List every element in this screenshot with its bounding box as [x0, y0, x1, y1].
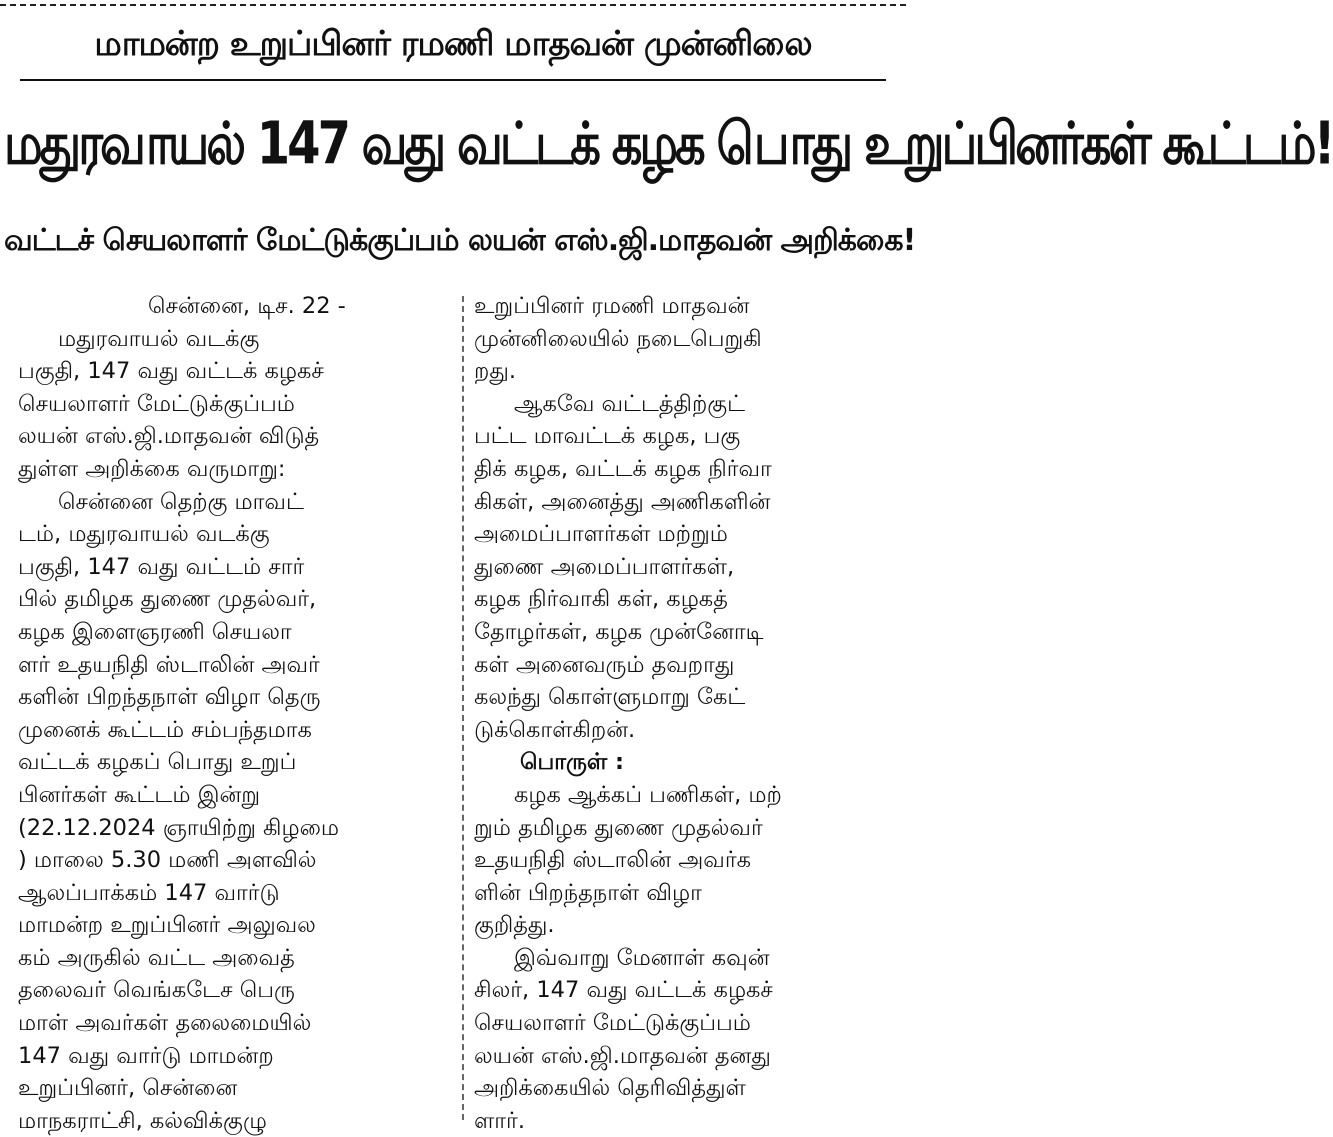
text-line: திக் கழக, வட்டக் கழக நிர்வா [474, 455, 772, 482]
text-line: உறுப்பினர் ரமணி மாதவன் [474, 293, 750, 319]
text-line: அறிக்கையில் தெரிவித்துள் [474, 1075, 746, 1102]
text-line: 147 வது வார்டு மாமன்ற [18, 1042, 274, 1069]
text-line: செயலாளர் மேட்டுக்குப்பம் [474, 1010, 751, 1037]
text-line: டம், மதுரவாயல் வடக்கு [18, 521, 270, 548]
dateline: சென்னை, டிச. 22 - [148, 293, 346, 319]
text-line: உறுப்பினர், சென்னை [18, 1075, 238, 1102]
column-divider [462, 296, 464, 1120]
text-line: றது. [474, 358, 516, 385]
text-line: அமைப்பாளர்கள் மற்றும் [474, 521, 728, 548]
text-line: (22.12.2024 ஞாயிற்று கிழமை [18, 814, 339, 841]
text-line: கலந்து கொள்ளுமாறு கேட் [474, 684, 746, 711]
text-line: பகுதி, 147 வது வட்டம் சார் [18, 553, 305, 580]
text-line: தலைவர் வெங்கடேச பெரு [18, 977, 295, 1004]
main-headline: மதுரவாயல் 147 வது வட்டக் கழக பொது உறுப்பினர்கள் கூட்டம்! [4, 109, 1333, 179]
text-line: ளின் பிறந்தநாள் விழா [474, 879, 702, 906]
sub-headline: வட்டச் செயலாளர் மேட்டுக்குப்பம் லயன் எஸ்.ஜி.மாதவன் அறிக்கை! [4, 223, 916, 258]
text-line: வட்டக் கழகப் பொது உறுப் [18, 749, 297, 776]
text-line: முனைக் கூட்டம் சம்பந்தமாக [18, 716, 312, 743]
text-line: முன்னிலையில் நடைபெறுகி [474, 325, 762, 352]
article-left-column [18, 290, 458, 1134]
text-line: உதயநிதி ஸ்டாலின் அவர்க [474, 847, 751, 874]
text-line: லயன் எஸ்.ஜி.மாதவன் விடுத் [18, 423, 320, 450]
text-line: பில் தமிழக துணை முதல்வர், [18, 586, 317, 613]
article-right-column [474, 290, 914, 1134]
text-line: மாள் அவர்கள் தலைமையில் [18, 1010, 312, 1037]
text-line: கள் அனைவரும் தவறாது [474, 651, 735, 678]
subject-label: பொருள் : [520, 749, 624, 776]
text-line: கழக இளைஞரணி செயலா [18, 618, 292, 645]
text-line: கிகள், அனைத்து அணிகளின் [474, 488, 771, 515]
text-line: கழக ஆக்கப் பணிகள், மற் [514, 781, 782, 808]
text-line: பகுதி, 147 வது வட்டக் கழகச் [18, 358, 324, 385]
text-line: சென்னை தெற்கு மாவட் [58, 488, 304, 515]
text-line: களின் பிறந்தநாள் விழா தெரு [18, 684, 321, 711]
text-line: ஆகவே வட்டத்திற்குட் [514, 390, 746, 417]
text-line: சிலர், 147 வது வட்டக் கழகச் [474, 977, 773, 1004]
text-line: டுக்கொள்கிறன். [474, 716, 636, 743]
text-line: குறித்து. [474, 912, 555, 939]
text-line: தோழர்கள், கழக முன்னோடி [474, 618, 764, 645]
text-line: ) மாலை 5.30 மணி அளவில் [18, 847, 317, 874]
text-line: இவ்வாறு மேனாள் கவுன் [514, 944, 770, 971]
text-line: ஆலப்பாக்கம் 147 வார்டு [18, 879, 280, 906]
text-line: மாநகராட்சி, கல்விக்குழு [18, 1107, 267, 1134]
kicker-headline: மாமன்ற உறுப்பினர் ரமணி மாதவன் முன்னிலை [94, 24, 812, 64]
text-line: பினர்கள் கூட்டம் இன்று [18, 781, 261, 808]
text-line: பட்ட மாவட்டக் கழக, பகு [474, 423, 741, 450]
text-line: மதுரவாயல் வடக்கு [58, 325, 260, 352]
text-line: மாமன்ற உறுப்பினர் அலுவல [18, 912, 316, 939]
text-line: துள்ள அறிக்கை வருமாறு: [18, 455, 286, 482]
text-line: துணை அமைப்பாளர்கள், [474, 553, 735, 580]
text-line: றும் தமிழக துணை முதல்வர் [474, 814, 763, 841]
text-line: செயலாளர் மேட்டுக்குப்பம் [18, 390, 295, 417]
top-dashed-border [0, 4, 906, 6]
text-line: கழக நிர்வாகி கள், கழகத் [474, 586, 728, 613]
text-line: லயன் எஸ்.ஜி.மாதவன் தனது [474, 1042, 771, 1069]
text-line: ளர் உதயநிதி ஸ்டாலின் அவர் [18, 651, 320, 678]
text-line: ளார். [474, 1107, 525, 1134]
text-line: கம் அருகில் வட்ட அவைத் [18, 944, 295, 971]
